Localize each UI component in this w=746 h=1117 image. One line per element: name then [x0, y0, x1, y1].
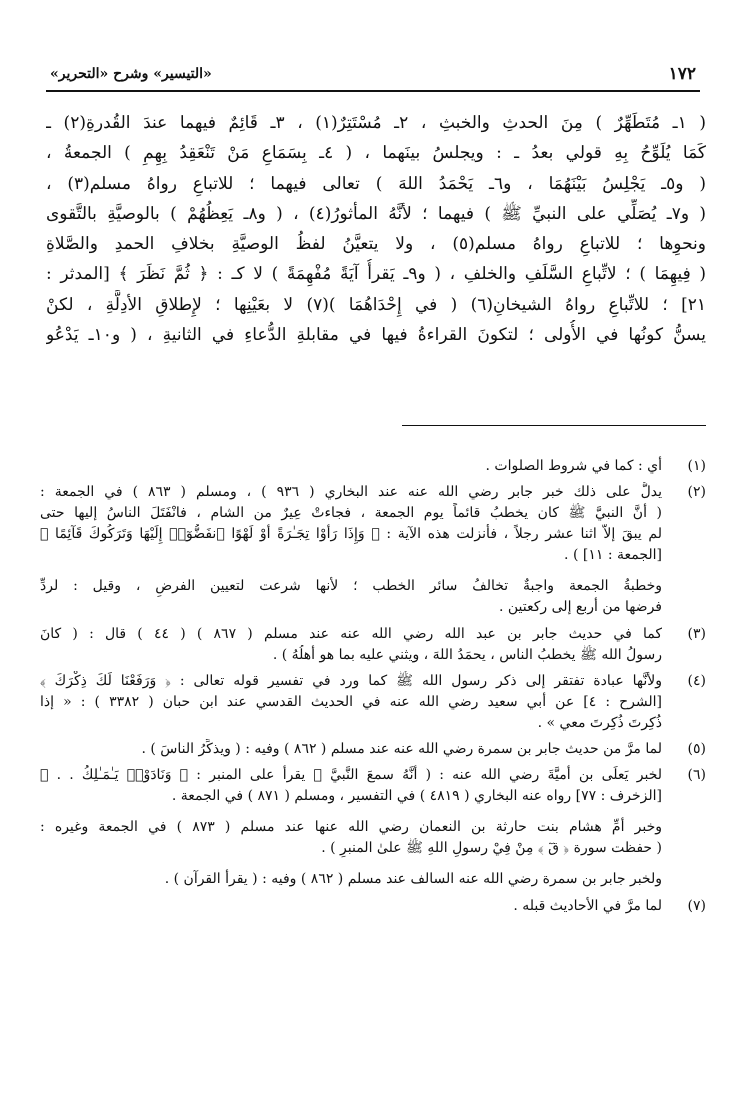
- footnote-line: [الجمعة : ١١] ) .: [564, 547, 662, 563]
- footnote-2-paragraph: [40, 576, 706, 618]
- footnotes: [40, 456, 706, 922]
- main-line: كَمَا يُلَوِّحُ بِهِ قولي بعدُ ـ : ويجلسُ بينَهما ، ( ٤ـ بِسَمَاعِ مَنْ تَنْعَقِدُ بِهِمِ ) الجمعةُ ،: [46, 143, 706, 164]
- header-rule: [46, 90, 700, 92]
- footnote-line: يدلُّ على ذلك خبر جابر رضي الله عنه عند البخاري ( ٩٣٦ ) ، ومسلم ( ٨٦٣ ) في الجمعة :: [40, 484, 662, 500]
- footnote-line: لم يبقَ إلاَّ اثنا عشر رجلاً ، فأنزلت هذه الآية : ﴿ وَإِذَا رَأَوْا تِجَـٰرَةً أَوْ لَهْوًا ٱنفَضُّوٓا۟ إِلَيْهَا وَتَرَكُوكَ قَآئِمًا ﴾: [40, 526, 662, 542]
- footnote-line: [الزخرف : ٧٧] رواه عنه البخاري ( ٤٨١٩ ) في التفسير ، ومسلم ( ٨٧١ ) في الجمعة .: [171, 788, 662, 804]
- footnote-number: (٧): [687, 898, 706, 914]
- main-line: ( و٧ـ يُصَلِّي على النبيِّ ﷺ ) فيهما ؛ لأنَّهُ المأثورُ(٤) ، ( و٨ـ يَعِظُهُمْ ) بالوصيَّةِ بالتَّقوى: [46, 203, 706, 224]
- footnote-2: [40, 482, 706, 566]
- main-line: يسنُّ كونُها في الأُولى ؛ لتكونَ القراءةُ فيها في مقابلةِ الدُّعاءِ في الثانيةِ ، ( و١٠ـ يَدْعُو: [46, 325, 706, 346]
- footnote-line: لما مرَّ في الأحاديث قبله .: [513, 898, 662, 914]
- footnote-line: لما مرَّ من حديث جابر بن سمرة رضي الله عنه عند مسلم ( ٨٦٢ ) وفيه : ( ويذكِّرُ الناسَ ) .: [141, 741, 662, 757]
- running-header: [46, 64, 700, 90]
- footnote-line: ( أَنَّ النبيَّ ﷺ كان يخطبُ قائماً يوم الجمعة ، فجاءتْ عِيرٌ من الشام ، فانْفَتَلَ الناسُ إليها حتى: [40, 505, 662, 521]
- footnote-6-paragraph-1: [40, 817, 706, 859]
- footnote-line: رسولُ الله ﷺ يخطبُ الناس ، يحمَدُ اللهَ ، ويثني عليه بما هو أهلُهُ ) .: [272, 647, 662, 663]
- main-line: ٢١] ؛ للاتِّباعِ رواهُ الشيخانِ(٦) ( في إِحْدَاهُمَا )(٧) لا بعَيْنِها ؛ لإِطلاقِ الأدِلَّةِ ، لكنْ: [46, 294, 706, 315]
- main-line: ( ١ـ مُتَطَهِّرٌ ) مِنَ الحدثِ والخبثِ ، ٢ـ مُسْتَتِرٌ(١) ، ٣ـ قَائِمٌ فيهما عندَ القُدرةِ(٢) ـ: [46, 113, 706, 133]
- footnote-line: أي : كما في شروط الصلوات .: [485, 458, 662, 474]
- footnote-number: (٤): [687, 673, 706, 689]
- footnote-4: [40, 671, 706, 734]
- book-title: «التيسير» وشرح «التحرير»: [50, 66, 212, 82]
- main-line: ونحوِها ؛ للاتباعِ رواهُ مسلم(٥) ، ولا يتعيَّنُ لفظُ الوصيَّةِ بخلافِ الحمدِ والصَّلاةِ: [46, 234, 706, 255]
- footnote-number: (٣): [687, 626, 706, 642]
- footnote-line: كما في حديث جابر بن عبد الله رضي الله عنه عند مسلم ( ٨٦٧ ) ( ٤٤ ) قال : ( كانَ: [40, 626, 662, 642]
- footnote-line: [الشرح : ٤] عن أبي سعيد رضي الله عنه في الحديث القدسي عند ابن حبان ( ٣٣٨٢ ) : « إذا: [40, 694, 662, 710]
- footnote-3: [40, 624, 706, 666]
- footnote-6: [40, 765, 706, 807]
- footnote-line: وخبر أُمِّ هشام بنت حارثة بن النعمان رضي الله عنها عند مسلم ( ٨٧٣ ) في الجمعة وغيره :: [40, 819, 662, 835]
- footnote-line: ( حفظت سورة ﴿ قٓ ﴾ مِنْ فِيْ رسولِ اللهِ ﷺ علىٰ المنبرِ ) .: [321, 840, 662, 856]
- footnote-number: (١): [687, 458, 706, 474]
- footnote-number: (٢): [687, 484, 706, 500]
- footnote-1: [40, 456, 706, 477]
- footnote-number: (٦): [687, 767, 706, 783]
- footnote-6-paragraph-2: [40, 869, 706, 890]
- main-line: ( و٥ـ يَجْلِسُ بَيْنَهُمَا ، و٦ـ يَحْمَدُ اللهَ ) تعالى فيهما ؛ للاتباعِ رواهُ مسلم(٣) ،: [46, 173, 706, 194]
- footnote-line: لخبر يَعلَى بن أميَّةَ رضي الله عنه : ( أَنَّهُ سمعَ النَّبيَّ ﷺ يقرأ على المنبر : ﴿ وَنَادَوْا۟ يَـٰمَـٰلِكُ . . ﴾: [40, 767, 662, 783]
- main-line: ( فِيهِمَا ) ؛ لاتِّباعِ السَّلَفِ والخلفِ ، ( و٩ـ يَقرأُ آيَةً مُفْهِمَةً ) لا كـ : ﴿ ثُمَّ نَظَرَ ﴾ [المدثر :: [46, 264, 706, 285]
- footnote-line: فرضها من أربع إلى ركعتين .: [499, 599, 662, 615]
- footnote-5: [40, 739, 706, 760]
- footnote-line: وخطبةُ الجمعة واجبةٌ تخالفُ سائر الخطب ؛ لأنها شرعت لتعيين الفرضِ ، وقيل : لردِّ: [40, 578, 662, 594]
- footnote-number: (٥): [687, 741, 706, 757]
- footnote-separator: [402, 425, 706, 426]
- footnote-line: ذُكِرتَ ذُكِرتَ معي » .: [537, 715, 662, 731]
- main-text: [46, 108, 706, 350]
- footnote-line: ولأنَّها عبادة تفتقر إلى ذكر رسول الله ﷺ كما ورد في تفسير قوله تعالى : ﴿ وَرَفَعْنَا لَكَ ذِكْرَكَ ﴾: [40, 673, 662, 689]
- page-number: ١٧٢: [668, 64, 696, 84]
- footnote-7: [40, 896, 706, 917]
- footnote-line: ولخبر جابر بن سمرة رضي الله عنه السالف عند مسلم ( ٨٦٢ ) وفيه : ( يقرأ القرآن ) .: [164, 871, 662, 887]
